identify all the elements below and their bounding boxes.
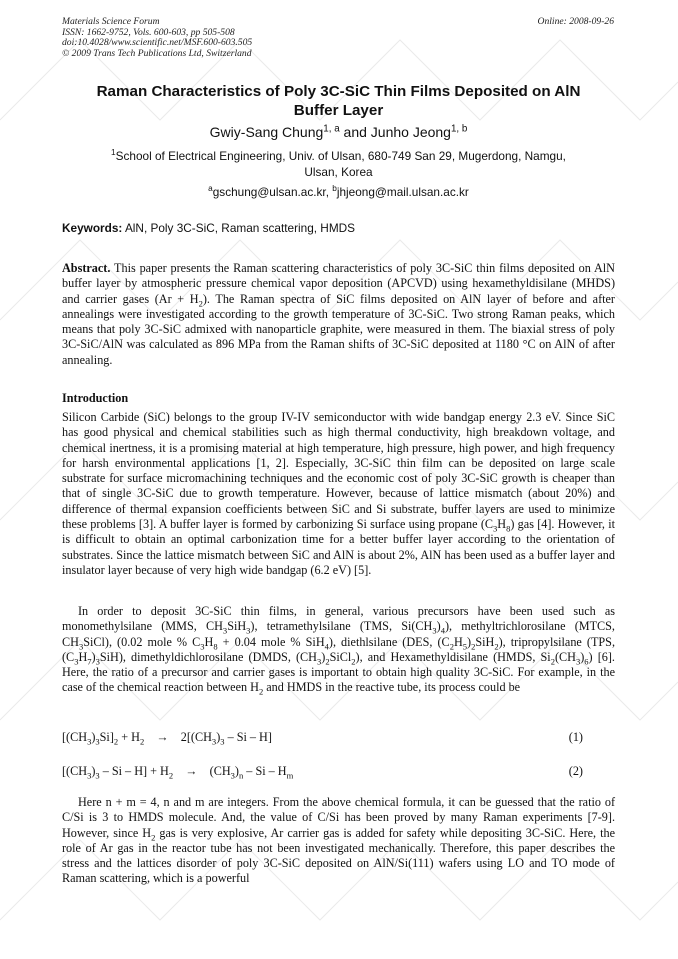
arrow-icon: →	[185, 764, 198, 778]
email-a[interactable]: gschung@ulsan.ac.kr,	[212, 185, 333, 199]
subscript: 5	[462, 641, 468, 652]
subscript: 2	[494, 641, 499, 652]
paragraph-text: )	[321, 649, 326, 664]
subscript: 2	[351, 656, 356, 667]
affiliation-line-1: School of Electrical Engineering, Univ. of Ulsan, 680-749 San 29, Mugerdong, Namgu,	[115, 149, 566, 163]
subscript: 2	[198, 298, 203, 309]
equation-text: )	[91, 730, 96, 744]
paragraph-text: H	[78, 649, 88, 664]
affiliation-marker: 1	[111, 148, 116, 158]
subscript: 4	[440, 625, 445, 636]
subscript: 2	[139, 736, 145, 747]
issn-line: ISSN: 1662-9752, Vols. 600-603, pp 505-508	[62, 26, 235, 38]
equation-text: – Si – H] + H	[99, 764, 169, 778]
equation-text: – Si – H]	[224, 730, 272, 744]
paragraph-text: (CH	[554, 649, 576, 664]
subscript: 3	[87, 770, 92, 781]
subscript: 7	[87, 656, 92, 667]
paragraph-text: )	[580, 649, 585, 664]
equation-text: (CH	[209, 764, 231, 778]
paragraph-text: ), tetramethylsilane (TMS, Si(CH	[250, 619, 433, 634]
abstract-text: ). The Raman spectra of SiC films deposited on AlN layer of before and after annealings were investigated according to the growth temperature of 3C-SiC. Two strong Raman peaks, which means that poly 3C-SiC admixed with nanoparticle graphite, were measured in them. The biaxial stress of poly 3C-SiC/AlN was calculated as 896 MPa from the Raman shifts of 3C-SiC deposited at 1180 °C on AlN of after annealing.	[62, 291, 615, 367]
subscript: 6	[584, 656, 589, 667]
subscript: 2	[449, 641, 454, 652]
subscript: 2	[258, 686, 264, 697]
subscript: 2	[325, 656, 330, 667]
subscript: 8	[506, 523, 511, 534]
subscript: 3	[493, 523, 498, 534]
equation-1	[62, 730, 615, 745]
subscript: 3	[95, 736, 100, 747]
equation-text: [(CH	[62, 764, 88, 778]
equation-number-2: (2)	[568, 764, 583, 778]
copyright-line: © 2009 Trans Tech Publications Ltd, Switzerland	[62, 47, 252, 59]
subscript: 3	[230, 770, 235, 781]
paragraph-text: gas is very explosive, Ar carrier gas is added for safety while depositing 3C-SiC. Here, the role of Ar gas in the reactor tube has not been investigated mechanically. Therefore, this paper describes the stress and the lattices disorder of poly 3C-SiC deposited on AlN/Si(111) wafers using LO and TO mode of Raman scattering, which is a powerful	[62, 825, 615, 886]
equation-text: )	[234, 764, 239, 778]
intro-paragraph-3	[62, 795, 615, 887]
intro-paragraph-1	[62, 410, 615, 578]
equation-text: )	[216, 730, 221, 744]
subscript: 2	[471, 641, 476, 652]
affiliation-line-2: Ulsan, Korea	[304, 165, 373, 179]
paragraph-text: ) gas [4]. However, it is difficult to obtain an optimal carbonization time for a better buffer layer according to the orientation of substrates. Since the lattice mismatch between SiC and AlN is about 2%, AlN has been used as a buffer layer and insulator layer because of very high wide bandgap (6.2 eV) [5].	[62, 517, 615, 577]
equation-text: + H	[118, 730, 140, 744]
paragraph-text: ), and Hexamethyldisilane (HMDS, Si	[355, 649, 551, 664]
paragraph-text: + 0.04 mole % SiH	[217, 634, 325, 649]
author-joiner: and	[339, 124, 371, 140]
keywords-label: Keywords:	[62, 221, 123, 235]
abstract-text: This paper presents the Raman scattering characteristics of poly 3C-SiC thin films deposited on AlN buffer layer by atmospheric pressure chemical vapor deposition (APCVD) using hexamethyldisilane (MHDS) and carrier gases (Ar + H	[62, 261, 615, 306]
paragraph-text: and HMDS in the reactive tube, its process could be	[263, 680, 521, 695]
equation-2	[62, 764, 615, 779]
paragraph-text: Here n + m = 4, n and m are integers. From the above chemical formula, it can be guessed that the ratio of C/Si is 3 to HMDS molecule. And, the value of C/Si has been proved by many Raman experiments [7-9]. However, since H	[62, 795, 615, 840]
subscript: 3	[200, 641, 205, 652]
paper-title	[62, 82, 615, 120]
abstract-label: Abstract.	[62, 261, 111, 275]
subscript: 8	[213, 641, 218, 652]
equation-text: – Si – H	[243, 764, 287, 778]
subscript: 3	[211, 736, 217, 747]
paragraph-text: Silicon Carbide (SiC) belongs to the group IV-IV semiconductor with wide bandgap energy 2.3 eV. Since SiC has good physical and chemical stabilities such as high thermal conductivity, high breakdown voltage, and chemical inertness, it is a promising material at high temperature, high pressure, high power, and high frequency for harsh environmental applications [1, 2]. Especially, 3C-SiC thin film can be deposited on large scale substrate for surface micromachining techniques and the economic cost of poly 3C-SiC growth is cheaper than that of single 3C-SiC due to growth temperature. However, because of lattice mismatch (about 20%) and difference of thermal expansion coefficients between SiC and Si substrate, buffer layers are used to minimize these problems [3]. A buffer layer is formed by carbonizing Si surface using propane (C	[62, 410, 615, 532]
equation-number-1: (1)	[568, 730, 583, 744]
subscript: 2	[550, 656, 555, 667]
journal-name: Materials Science Forum	[62, 16, 160, 27]
arrow-icon: →	[156, 730, 169, 744]
paragraph-text: )	[436, 619, 441, 634]
keywords-text: AlN, Poly 3C-SiC, Raman scattering, HMDS	[122, 221, 356, 235]
paragraph-text: In order to deposit 3C-SiC thin films, in general, various precursors have been used such as monomethylsilane (MMS, CH	[62, 604, 615, 634]
subscript: 3	[87, 736, 92, 747]
paragraph-text: ), tripropylsilane (TPS, (C	[62, 634, 616, 664]
intro-paragraph-2	[62, 604, 615, 696]
email-b[interactable]: jhjeong@mail.ulsan.ac.kr	[336, 185, 469, 199]
subscript: 2	[113, 736, 119, 747]
email-a-marker: a	[208, 184, 213, 194]
subscript: m	[286, 770, 294, 781]
equation-text: )	[91, 764, 96, 778]
author-1-marker: 1, a	[323, 123, 340, 135]
subscript: 2	[168, 770, 174, 781]
paragraph-text: H	[453, 634, 463, 649]
subscript: 3	[316, 656, 322, 667]
paragraph-text: ), methyltrichlorosilane (MTCS, CH	[62, 619, 615, 649]
paragraph-text: SiH	[475, 634, 495, 649]
subscript: n	[238, 770, 244, 781]
paragraph-text: ), diethlsilane (DES, (C	[328, 634, 450, 649]
paragraph-text: SiCl	[329, 649, 352, 664]
subscript: 3	[575, 656, 581, 667]
email-b-marker: b	[332, 184, 337, 194]
equation-text: Si]	[99, 730, 114, 744]
subscript: 3	[95, 770, 100, 781]
paragraph-text: )	[467, 634, 472, 649]
subscript: 3	[222, 625, 228, 636]
subscript: 3	[220, 736, 225, 747]
author-2: Junho Jeong	[370, 124, 451, 140]
paragraph-text: SiH	[227, 619, 247, 634]
keywords	[62, 221, 355, 235]
title-line-1: Raman Characteristics of Poly 3C-SiC Thin Films Deposited on AlN	[96, 83, 581, 100]
paragraph-text: H	[497, 517, 507, 532]
author-1: Gwiy-Sang Chung	[209, 124, 324, 140]
affiliation	[80, 148, 597, 180]
subscript: 2	[151, 832, 156, 843]
subscript: 3	[246, 625, 251, 636]
equation-text: [(CH	[62, 730, 88, 744]
paragraph-text: )	[91, 649, 96, 664]
paragraph-text: SiH), dimethyldichlorosilane (DMDS, (CH	[99, 649, 317, 664]
paragraph-text: SiCl), (0.02 mole % C	[83, 634, 201, 649]
title-line-2: Buffer Layer	[293, 102, 384, 119]
online-date: Online: 2008-09-26	[537, 16, 614, 27]
doi-line: doi:10.4028/www.scientific.net/MSF.600-603.505	[62, 37, 253, 49]
journal-header	[62, 17, 252, 59]
paragraph-text: ) [6]. Here, the ratio of a precursor and carrier gases is important to obtain high quality 3C-SiC. For example, in the case of the chemical reaction between H	[62, 649, 615, 695]
paragraph-text: H	[204, 634, 214, 649]
author-list	[62, 124, 615, 140]
subscript: 3	[432, 625, 437, 636]
author-2-marker: 1, b	[450, 123, 468, 135]
abstract-paragraph	[62, 261, 615, 368]
author-emails	[62, 185, 615, 199]
introduction-heading: Introduction	[62, 391, 129, 405]
equation-text: 2[(CH	[180, 730, 212, 744]
subscript: 3	[74, 656, 79, 667]
subscript: 3	[78, 641, 84, 652]
subscript: 4	[324, 641, 329, 652]
subscript: 3	[95, 656, 100, 667]
